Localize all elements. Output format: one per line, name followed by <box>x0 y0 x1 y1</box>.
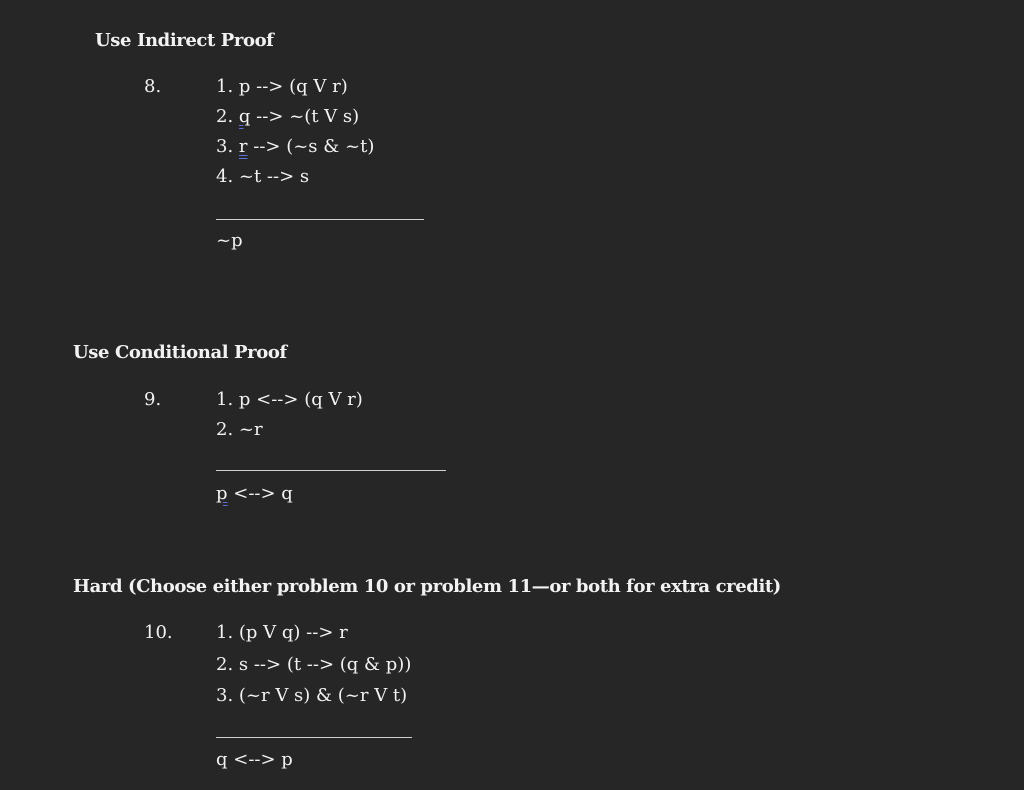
premise-10-1: 1. (p V q) --> r <box>216 622 348 643</box>
premise-8-2-rest: --> ~(t V s) <box>250 106 360 127</box>
premise-8-3 <box>216 136 374 157</box>
premise-8-3-prefix: 3. <box>216 136 239 157</box>
conclusion-rule-8 <box>216 219 424 220</box>
heading-hard: Hard (Choose either problem 10 or problem 11—or both for extra credit) <box>73 576 781 597</box>
premise-8-3-rest: --> (~s & ~t) <box>247 136 375 157</box>
conclusion-rule-10 <box>216 737 412 738</box>
premise-8-4: 4. ~t --> s <box>216 166 310 187</box>
premise-9-2: 2. ~r <box>216 419 263 440</box>
conclusion-9 <box>216 483 293 504</box>
problem-number-8: 8. <box>144 76 162 97</box>
spellcheck-underline-q: q <box>238 106 251 127</box>
heading-indirect-proof: Use Indirect Proof <box>95 30 274 51</box>
premise-8-2-prefix: 2. <box>216 106 239 127</box>
spellcheck-underline-p: p <box>216 483 228 504</box>
conclusion-rule-9 <box>216 470 446 471</box>
spellcheck-underline-r: r <box>238 136 248 157</box>
problem-number-9: 9. <box>144 389 162 410</box>
conclusion-10: q <--> p <box>216 749 293 770</box>
premise-8-2 <box>216 106 359 127</box>
premise-8-1: 1. p --> (q V r) <box>216 76 348 97</box>
problem-number-10: 10. <box>144 622 173 643</box>
premise-10-2: 2. s --> (t --> (q & p)) <box>216 654 412 675</box>
heading-conditional-proof: Use Conditional Proof <box>73 342 287 363</box>
conclusion-9-rest: <--> q <box>227 483 293 504</box>
premise-10-3: 3. (~r V s) & (~r V t) <box>216 685 408 706</box>
conclusion-8: ~p <box>216 230 243 251</box>
premise-9-1: 1. p <--> (q V r) <box>216 389 363 410</box>
